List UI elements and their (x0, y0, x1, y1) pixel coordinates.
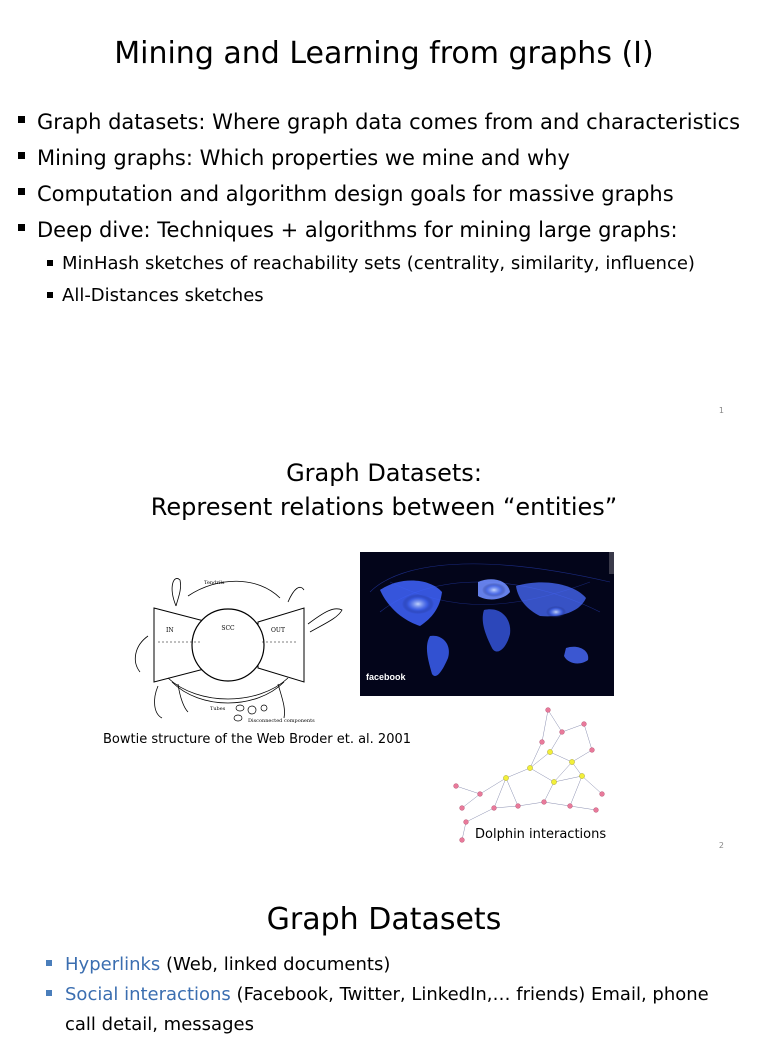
slide-3-title: Graph Datasets (266, 902, 502, 937)
page-number: 1 (718, 406, 724, 415)
bowtie-caption: Bowtie structure of the Web Broder et. al. 2001 (103, 732, 412, 747)
slide-1 (0, 0, 768, 430)
bowtie-disconnected-label: Disconnected components (248, 718, 315, 724)
bullet-item: Deep dive: Techniques + algorithms for mining large graphs: (16, 212, 756, 248)
slide-1-title: Mining and Learning from graphs (I) (114, 36, 654, 71)
facebook-world-map-image (360, 552, 614, 696)
slide-2-title (0, 456, 768, 524)
facebook-label: facebook (366, 672, 406, 682)
slide-1-bullet-list (16, 104, 756, 312)
bowtie-tendrils-label: Tendrils (204, 580, 225, 586)
bowtie-in-label: IN (166, 627, 174, 634)
slide-3-bullet-list (44, 950, 744, 1040)
list-item (44, 980, 744, 1040)
social-interactions-link[interactable]: Social interactions (65, 984, 231, 1005)
hyperlinks-link[interactable]: Hyperlinks (65, 954, 161, 975)
bowtie-scc-label: SCC (221, 625, 235, 632)
slide-2-title-line-1: Graph Datasets: (286, 459, 482, 487)
dolphin-caption: Dolphin interactions (475, 827, 607, 842)
sub-bullet-item: MinHash sketches of reachability sets (centrality, similarity, influence) (16, 248, 756, 280)
bullet-item: Mining graphs: Which properties we mine and why (16, 140, 756, 176)
bowtie-diagram (128, 566, 350, 726)
slide-3 (0, 862, 768, 1035)
bullet-item: Graph datasets: Where graph data comes from and characteristics (16, 104, 756, 140)
bowtie-tubes-label: Tubes (210, 706, 226, 712)
bowtie-out-label: OUT (271, 627, 285, 634)
bullet-item: Computation and algorithm design goals for massive graphs (16, 176, 756, 212)
list-item (44, 950, 744, 980)
facebook-map-drawing (360, 552, 614, 696)
slide-2-title-line-2: Represent relations between “entities” (150, 493, 618, 521)
sub-bullet-item: All-Distances sketches (16, 280, 756, 312)
list-item-text: (Facebook, Twitter, LinkedIn,… friends) Email, phone call detail, messages (65, 984, 709, 1035)
slide-2 (0, 430, 768, 862)
page-number: 2 (718, 841, 724, 850)
list-item-text: (Web, linked documents) (160, 954, 391, 975)
bowtie-drawing (128, 566, 350, 726)
